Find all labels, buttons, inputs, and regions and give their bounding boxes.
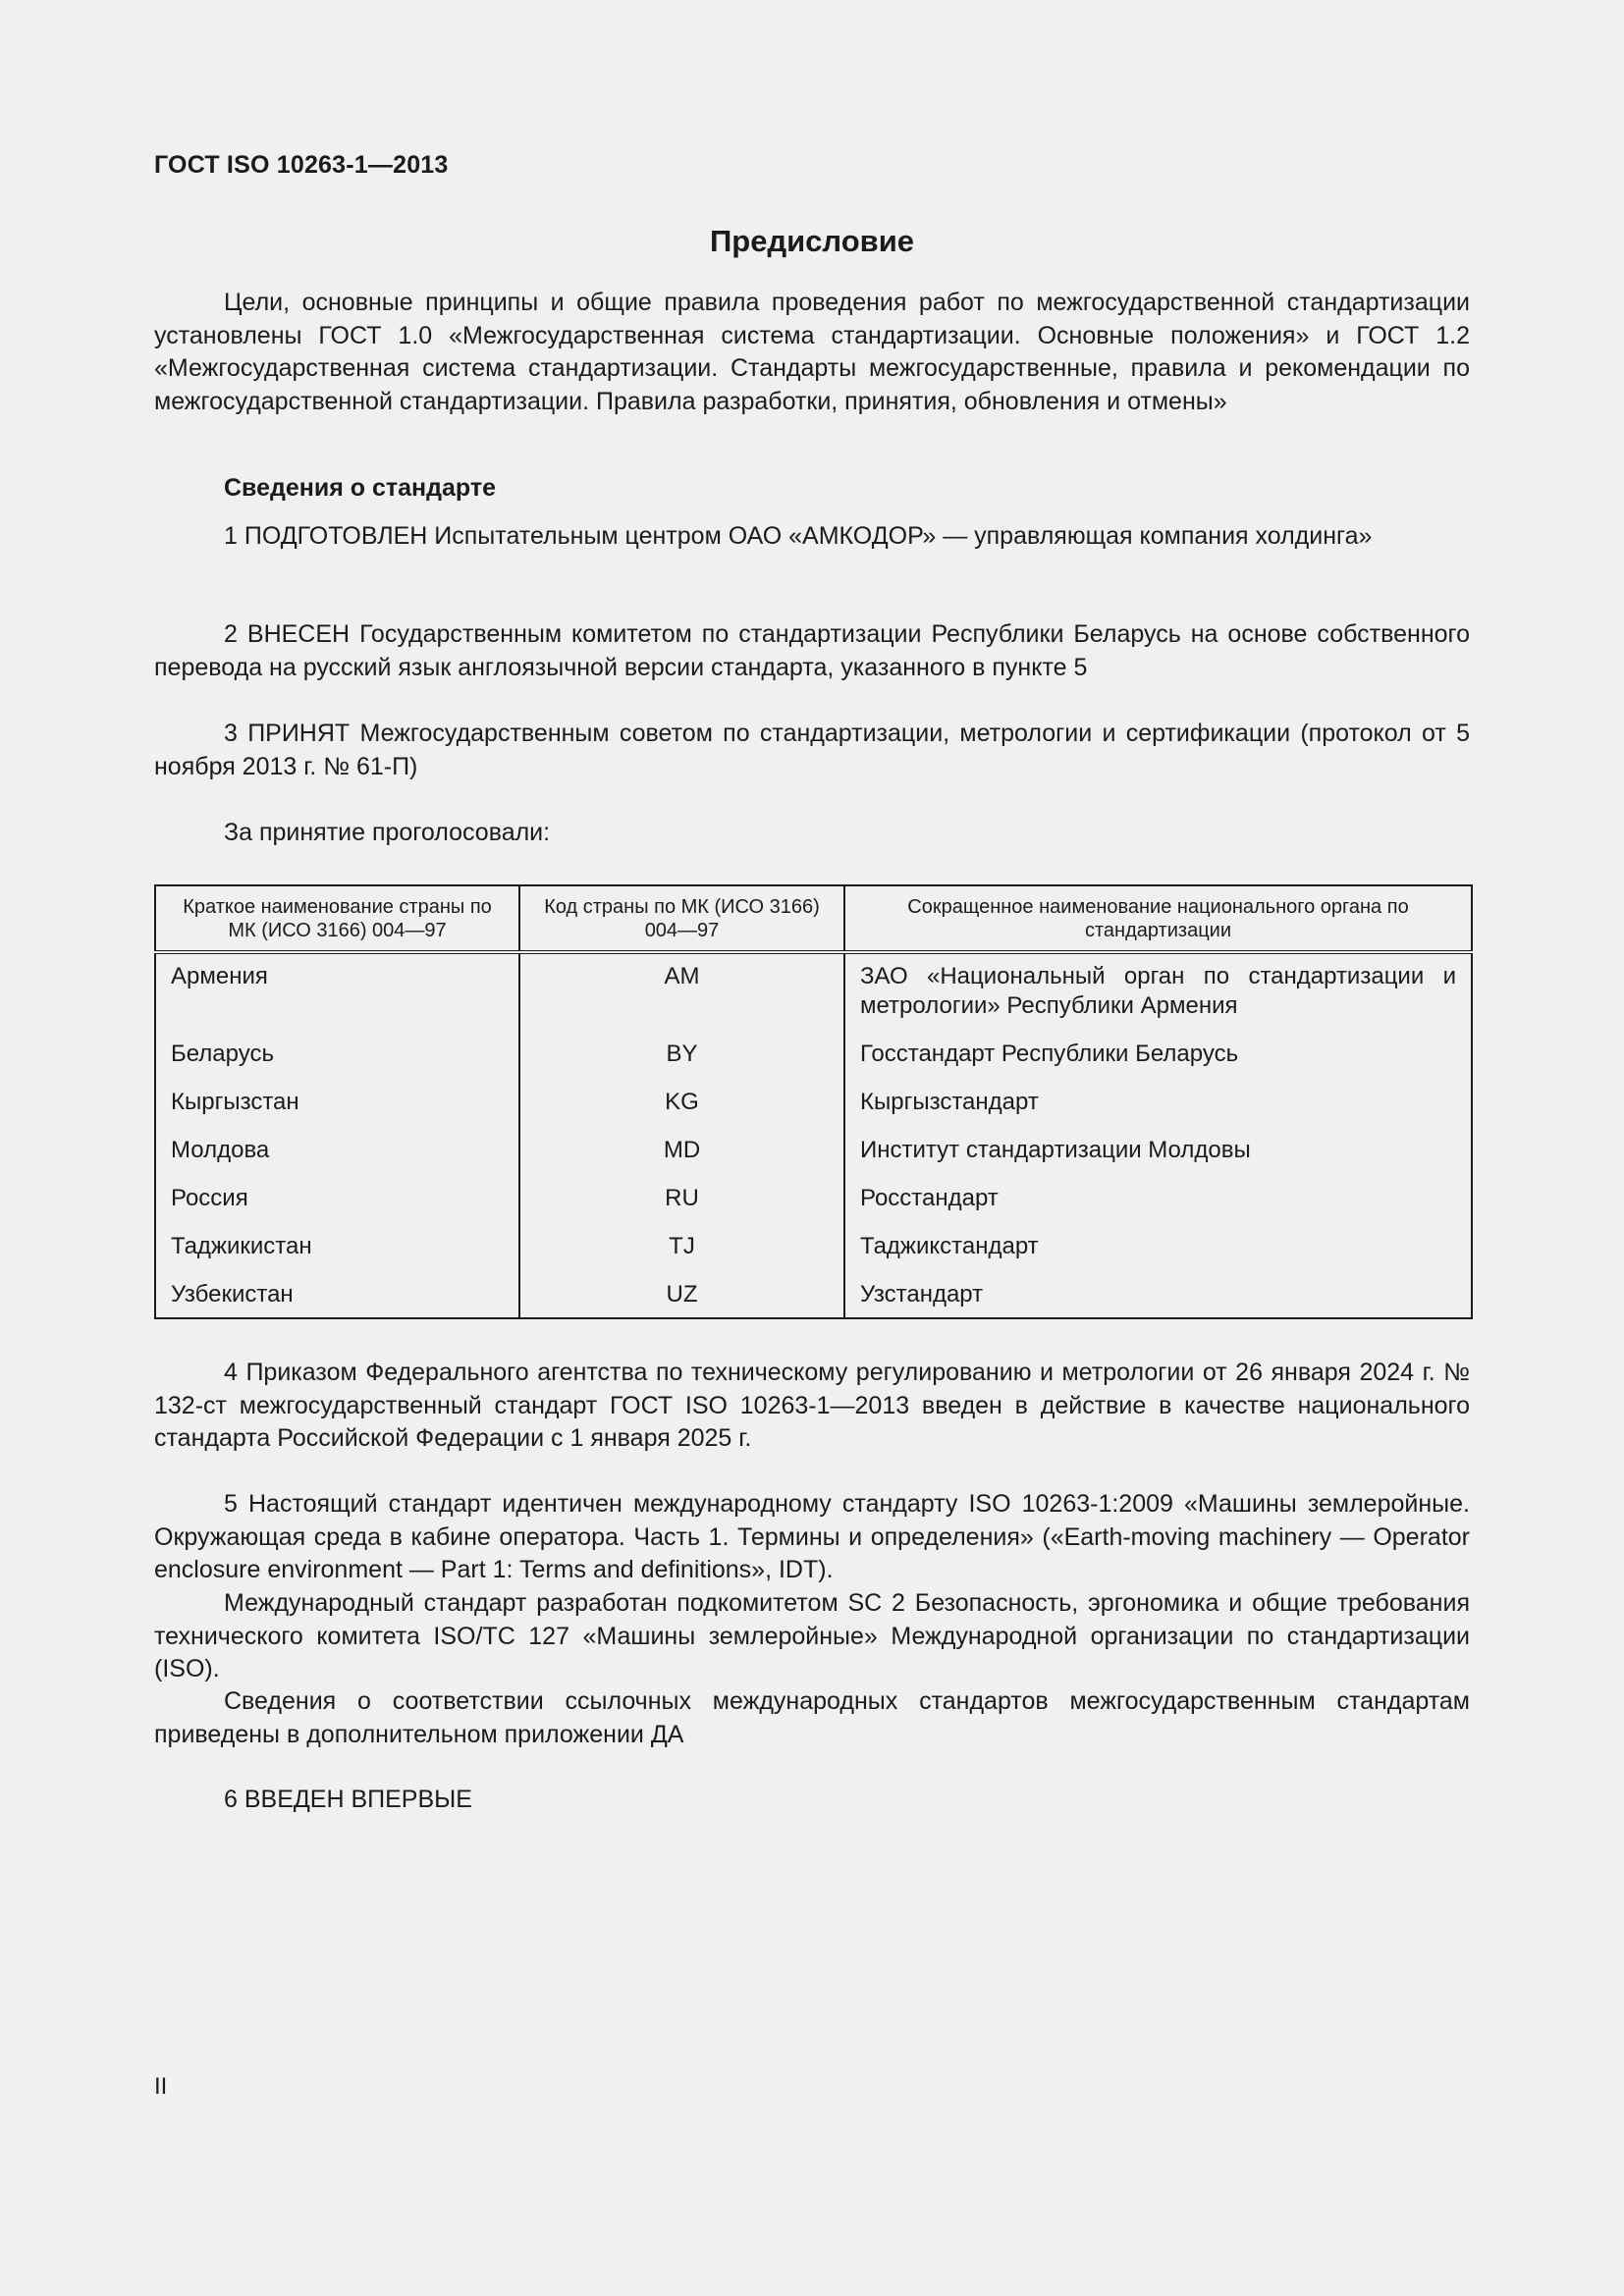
table-row xyxy=(155,1079,1472,1127)
item-5-paragraph: 5 Настоящий стандарт идентичен международному стандарту ISO 10263-1:2009 «Машины землеройные. Окружающая среда в кабине оператора. Часть 1. Термины и определения» («Earth-moving machinery — Operator enclosure environment — Part 1: Terms and definitions», IDT). xyxy=(154,1490,1470,1583)
cell-org: Институт стандартизации Молдовы xyxy=(844,1127,1472,1175)
table-row xyxy=(155,1031,1472,1079)
cell-org: Росстандарт xyxy=(844,1175,1472,1223)
info-heading: Сведения о стандарте xyxy=(224,474,497,502)
item-6-paragraph: 6 ВВЕДЕН ВПЕРВЫЕ xyxy=(224,1786,472,1813)
cell-org: Таджикстандарт xyxy=(844,1223,1472,1271)
item-2-paragraph: 2 ВНЕСЕН Государственным комитетом по стандартизации Республики Беларусь на основе собственного перевода на русский язык англоязычной версии стандарта, указанного в пункте 5 xyxy=(154,620,1470,681)
cell-org: Узстандарт xyxy=(844,1271,1472,1318)
cell-country: Узбекистан xyxy=(155,1271,519,1318)
cell-country: Молдова xyxy=(155,1127,519,1175)
item-4-paragraph: 4 Приказом Федерального агентства по техническому регулированию и метрологии от 26 января 2024 г. № 132-ст межгосударственный стандарт ГОСТ ISO 10263-1—2013 введен в действие в качестве национального стандарта Российской Федерации с 1 января 2025 г. xyxy=(154,1359,1470,1452)
item-5-references-paragraph: Сведения о соответствии ссылочных международных стандартов межгосударственным стандартам приведены в дополнительном приложении ДА xyxy=(154,1687,1470,1748)
table-row xyxy=(155,1175,1472,1223)
header-org: Сокращенное наименование национального органа по стандартизации xyxy=(844,885,1472,952)
table-row xyxy=(155,1127,1472,1175)
item-1-paragraph: 1 ПОДГОТОВЛЕН Испытательным центром ОАО «АМКОДОР» — управляющая компания холдинга» xyxy=(224,522,1373,550)
cell-code: AM xyxy=(519,952,844,1031)
section-title: Предисловие xyxy=(709,224,914,258)
page-number: II xyxy=(154,2073,168,2100)
cell-code: BY xyxy=(519,1031,844,1079)
cell-country: Таджикистан xyxy=(155,1223,519,1271)
document-code: ГОСТ ISO 10263-1—2013 xyxy=(154,151,449,179)
header-code: Код страны по МК (ИСО 3166) 004—97 xyxy=(519,885,844,952)
cell-country: Россия xyxy=(155,1175,519,1223)
cell-code: UZ xyxy=(519,1271,844,1318)
cell-code: RU xyxy=(519,1175,844,1223)
cell-country: Беларусь xyxy=(155,1031,519,1079)
header-country: Краткое наименование страны по МК (ИСО 3166) 004—97 xyxy=(155,885,519,952)
item-5-international-paragraph: Международный стандарт разработан подкомитетом SC 2 Безопасность, эргономика и общие требования технического комитета ISO/TC 127 «Машины землеройные» Международной организации по стандартизации (ISO). xyxy=(154,1589,1470,1682)
item-3-paragraph: 3 ПРИНЯТ Межгосударственным советом по стандартизации, метрологии и сертификации (протокол от 5 ноября 2013 г. № 61-П) xyxy=(154,720,1470,780)
cell-org: Госстандарт Республики Беларусь xyxy=(844,1031,1472,1079)
cell-code: KG xyxy=(519,1079,844,1127)
cell-org: Кыргызстандарт xyxy=(844,1079,1472,1127)
member-states-table xyxy=(154,884,1473,1319)
intro-paragraph: Цели, основные принципы и общие правила проведения работ по межгосударственной стандартизации установлены ГОСТ 1.0 «Межгосударственная система стандартизации. Основные положения» и ГОСТ 1.2 «Межгосударственная система стандартизации. Стандарты межгосударственные, правила и рекомендации по межгосударственной стандартизации. Правила разработки, принятия, обновления и отмены» xyxy=(154,289,1470,415)
cell-code: TJ xyxy=(519,1223,844,1271)
table-row xyxy=(155,1223,1472,1271)
cell-country: Кыргызстан xyxy=(155,1079,519,1127)
table-header-row xyxy=(155,885,1472,952)
cell-org: ЗАО «Национальный орган по стандартизации и метрологии» Республики Армения xyxy=(844,952,1472,1031)
voted-label: За принятие проголосовали: xyxy=(224,819,551,846)
cell-country: Армения xyxy=(155,952,519,1031)
cell-code: MD xyxy=(519,1127,844,1175)
table-row xyxy=(155,952,1472,1031)
table-row xyxy=(155,1271,1472,1318)
